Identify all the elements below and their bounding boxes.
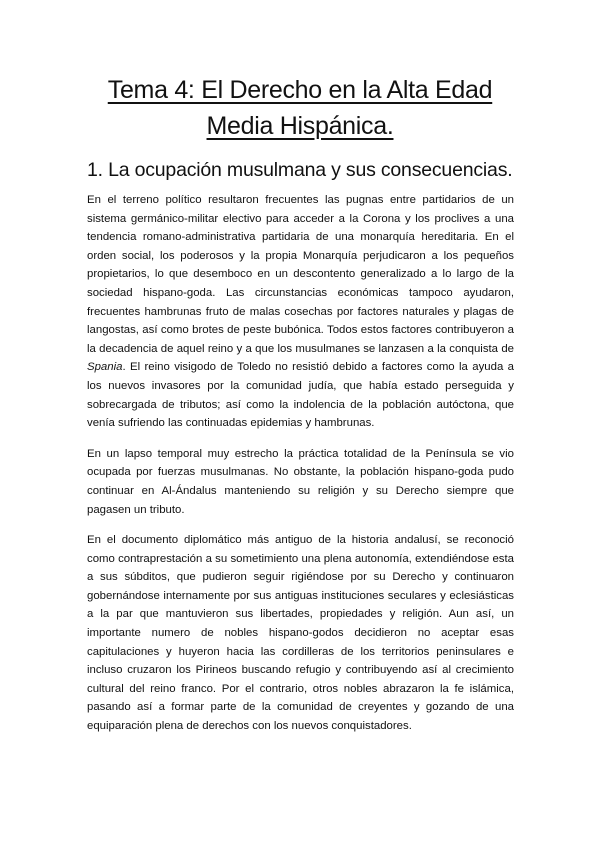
paragraph-1-text-start: En el terreno político resultaron frecuentes las pugnas entre partidarios de un sistema germánico-militar electivo para acceder a la Corona y los proclives a una tendencia romano-administrativa partidaria de una monarquía hereditaria. En el orden social, los poderosos y la propia Monarquía perjudicaron a los pequeños propietarios, lo que desemboco en un descontento generalizado a lo largo de la sociedad hispano-goda. Las circunstancias económicas tampoco ayudaron, frecuentes hambrunas fruto de malas cosechas por factores naturales y plagas de langostas, así como brotes de peste bubónica. Todos estos factores contribuyeron a la decadencia de aquel reino y a que los musulmanes se lanzasen a la conquista de bbox=[87, 194, 514, 355]
paragraph-3: En el documento diplomático más antiguo de la historia andalusí, se reconoció como contraprestación a su sometimiento una plena autonomía, extendiéndose esta a sus súbditos, que pudieron seguir rigiéndose por su Derecho y continuaron gobernándose internamente por sus antiguas instituciones seculares y eclesiásticas a la par que mantuvieron sus libertades, propiedades y religión. Aun así, un importante numero de nobles hispano-godos decidieron no aceptar esas capitulaciones y huyeron hacia las cordilleras de los territorios peninsulares e incluso cruzaron los Pirineos buscando refugio y contribuyendo así al crecimiento cultural del reino franco. Por el contrario, otros nobles abrazaron la fe islámica, pasando así a formar parte de la comunidad de creyentes y gozando de una equiparación plena de derechos con los nuevos conquistadores. bbox=[87, 534, 514, 733]
paragraph-1 bbox=[87, 191, 514, 433]
title-line-2: Media Hispánica. bbox=[206, 112, 394, 140]
paragraph-2: En un lapso temporal muy estrecho la práctica totalidad de la Península se vio ocupada por fuerzas musulmanas. No obstante, la población hispano-goda pudo continuar en Al-Ándalus manteniendo su religión y su Derecho siempre que pagasen un tributo. bbox=[87, 447, 514, 516]
paragraph-1-text-end: . El reino visigodo de Toledo no resistió debido a factores como la ayuda a los nuevos invasores por la comunidad judía, que había estado perseguida y sobrecargada de tributos; así como la indolencia de la población autóctona, que venía sufriendo las continuadas epidemias y hambrunas. bbox=[87, 361, 514, 430]
title-line-1: Tema 4: El Derecho en la Alta Edad bbox=[107, 76, 493, 104]
body-text bbox=[87, 191, 514, 748]
section-title: 1. La ocupación musulmana y sus consecuencias. bbox=[87, 159, 513, 181]
document-title bbox=[60, 72, 540, 144]
paragraph-1-italic-term: Spania bbox=[87, 361, 123, 374]
